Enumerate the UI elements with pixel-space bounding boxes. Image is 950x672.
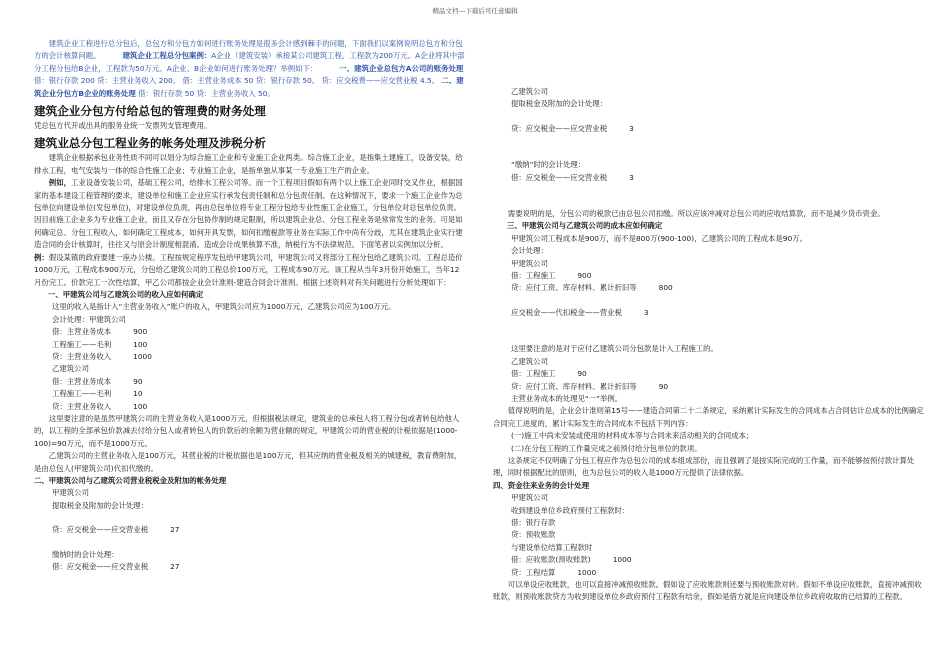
heading-subcontract-tax: 建筑业总分包工程业务的帐务处理及涉税分析 <box>34 136 266 151</box>
entry-account: 借：应交税金——应交营业税 <box>511 172 608 182</box>
receivable-explanation: 可以单设应收账款，也可以直接冲减预收账款。假如设了应收账款则还要与预收账款对转。假如不单设应收账款，直接冲减预收账款，则预收账款贷方为收到建设单位乡政府预付工程款有结余，假如是借方就是应向建设单位乡政府收取的已结算的工程款。 <box>493 580 922 602</box>
cost-text: 甲建筑公司工程成本是900万，而不是800万(900-100)，乙建筑公司的工程成本是90万。 <box>511 233 807 243</box>
entry-amount: 1000 <box>133 351 152 361</box>
entry-amount: 3 <box>629 123 634 133</box>
paragraph-3 <box>34 252 466 289</box>
case-label: 建筑企业工程总分包案例： <box>122 51 212 61</box>
entry-account: 借：主营业务成本 <box>52 327 112 337</box>
entry-line <box>493 282 925 294</box>
paragraph-3-label: 例： <box>34 252 49 262</box>
withholding-explanation: 需要说明的是，分包公司的税款已由总包公司扣缴。所以应该冲减对总包公司的应收结算款，而不是减少货币资金。 <box>507 209 885 219</box>
standard-item-2: (二)在分包工程的工作量完成之前预付给分包单位的款项。 <box>511 443 702 453</box>
income-text: 这里的收入是指计入“主营业务收入”账户的收入，甲建筑公司应为1000万元，乙建筑公司应为100万元。 <box>52 302 396 312</box>
entry-amount: 90 <box>658 381 669 391</box>
right-column <box>493 86 925 604</box>
heading-income: 一、甲建筑公司与乙建筑公司的收入应如何确定 <box>48 289 204 299</box>
entry-line: 缴纳时的会计处理： <box>52 549 119 559</box>
heading-cost: 三、甲建筑公司与乙建筑公司的成本应如何确定 <box>507 221 663 231</box>
entry-account: 贷：主营业务收入 <box>52 401 112 411</box>
entry-line <box>34 376 466 388</box>
entry-line: 甲建筑公司 <box>511 258 548 268</box>
heading-funds: 四、资金往来业务的会计处理 <box>493 480 590 490</box>
case-text: A企业（建筑安装）承接某公司建筑工程，工程款为200万元。A企业将其中部分工程分包给B企业，工程款为50万元。A企业、B企业如何进行账务处理？举例如下： <box>34 51 465 73</box>
section-2-text: 借：银行存款 50 贷：主营业务收入 50。 <box>138 88 275 98</box>
entry-account: 借：工程施工 <box>511 271 556 281</box>
heading-business-tax: 二、甲建筑公司与乙建筑公司营业税税金及附加的帐务处理 <box>34 476 227 485</box>
entry-account: 贷：应交税金——应交营业税 <box>511 123 608 133</box>
paragraph-3-text: 假设某镇的政府要建一座办公楼。工程按规定程序发包给甲建筑公司，甲建筑公司又将部分工程分包给乙建筑公司。工程总造价1000万元，工程成本900万元，分包给乙建筑公司的工程总价100万元，工程成本90万元。该工程从当年3月份开始施工，当年12月份完工。价款完工一次性结算，甲乙公司都按企业会计准则-建造合同会计准则。根据上述资料对有关问题进行分析处理如下： <box>34 252 463 287</box>
entry-amount: 27 <box>170 525 180 535</box>
standard-note: 值得说明的是，企业会计准则第15号——建造合同第二十二条规定，采纳累计实际发生的合同成本占合同估计总成本的比例确定合同完工进度的，累计实际发生的合同成本不包括下列内容： <box>493 406 924 428</box>
entry-line: 甲建筑公司 <box>52 488 89 498</box>
entry-amount: 3 <box>629 172 634 182</box>
entry-account: 贷：工程结算 <box>511 567 556 577</box>
entry-line <box>493 123 925 135</box>
entry-line: 提取税金及附加的会计处理： <box>511 99 608 109</box>
entry-amount: 90 <box>133 376 143 386</box>
standard-item-1: (一)施工中尚未安装或使用的材料成本等与合同未来活动相关的合同成本； <box>511 431 754 441</box>
entry-line <box>493 172 925 184</box>
entry-account: 应交税金——代扣税金——营业税 <box>511 307 622 317</box>
section-2-title: 二、建筑企业分包方B企业的账务处理 <box>34 76 464 98</box>
entry-account: 借：应收账款(预收账款) <box>511 555 591 565</box>
entry-amount: 1000 <box>577 567 597 577</box>
entry-amount: 3 <box>643 307 649 317</box>
entry-line <box>493 307 925 319</box>
entry-line: 乙建筑公司 <box>52 364 89 374</box>
entry-line <box>493 368 925 380</box>
cost-note: 这里要注意的是对于应付乙建筑公司分包款是计入工程施工的。 <box>511 344 718 354</box>
entry-line <box>34 401 466 413</box>
entry-line <box>34 351 466 363</box>
entry-line: “缴纳”时的会计处理： <box>511 160 586 170</box>
paragraph-1: 建筑企业根据承包业务性质不同可以划分为综合施工企业和专业施工企业两类。综合施工企业，是指集土建施工，设备安装，给排水工程，电气安装与一体的综合性施工企业；专业施工企业，是指单独从事某一专业施工生产的企业。 <box>34 153 463 175</box>
entry-amount: 100 <box>133 339 148 349</box>
heading-management-fee: 建筑企业分包方付给总包的管理费的财务处理 <box>34 104 266 119</box>
entry-line <box>493 381 925 393</box>
withholding-note: 乙建筑公司的主营业务收入是100万元，其营业税的计税依据也是100万元，但其应纳的营业税及相关的城建税，教育费附加，是由总包人(甲建筑公司)代扣代缴的。 <box>34 451 462 473</box>
left-column <box>34 38 466 573</box>
entry-line: 提取税金及附加的会计处理： <box>52 500 149 510</box>
entry-line <box>34 524 466 536</box>
entry-amount: 1000 <box>612 555 632 565</box>
entry-account: 工程施工——毛利 <box>52 339 112 349</box>
entry-line <box>34 326 466 338</box>
entry-line: 与建设单位结算工程款时 <box>511 542 593 552</box>
cost-reference: 主营业务成本的处理见“一”举例。 <box>511 393 623 403</box>
entry-line <box>493 270 925 282</box>
intro-text: 建筑企业工程进行总分包后，总包方和分包方如何进行账务处理是很多会计感到棘手的问题，下面我们以案例说明总包方和分包方的会计核算问题。 <box>34 39 463 61</box>
tax-basis-note: 这里要注意的是虽然甲建筑公司的主营业务收入是1000万元，但根据税法规定，建筑业的总承包人将工程分包或者转包给他人的，以工程的全部承包价款减去付给分包人或者转包人的价款后的余额为营业额的规定，甲建筑公司的营业税的计税依据是(1000-100)=90万元，而不是1000万元。 <box>34 413 460 448</box>
entry-line <box>34 339 466 351</box>
entry-account: 工程施工——毛利 <box>52 389 112 399</box>
paragraph-2-label: 例如， <box>48 178 71 188</box>
management-fee-text: 凭总包方代开或出具的服务业统一发票列支管理费用。 <box>34 121 212 131</box>
entry-amount: 900 <box>577 271 592 281</box>
entry-line <box>493 567 925 579</box>
paragraph-2 <box>34 177 466 251</box>
entry-amount: 10 <box>133 389 143 399</box>
entry-line: 会计处理：甲建筑公司 <box>52 314 126 324</box>
entry-account: 借：应交税金——应交营业税 <box>52 562 149 572</box>
entry-amount: 90 <box>577 369 587 379</box>
entry-line: 贷：预收账款 <box>511 530 556 540</box>
page-header: 精品文档---下载后可任意编辑 <box>432 7 518 15</box>
entry-line <box>34 388 466 400</box>
entry-line: 乙建筑公司 <box>511 356 548 366</box>
entry-amount: 900 <box>133 327 148 337</box>
entry-account: 贷：应付工资、库存材料、累计折旧等 <box>511 283 637 293</box>
section-1-text: 借：银行存款 200 贷：主营业务收入 200。 借：主营业务成本 50 贷：银行存款 50。 贷：应交税费——应交营业税 4.5。 <box>34 76 440 86</box>
entry-line: 会计处理： <box>511 246 548 256</box>
entry-line: 收到建设单位乡政府预付工程款时： <box>511 505 630 515</box>
intro-paragraph <box>34 38 466 100</box>
entry-amount: 100 <box>133 401 148 411</box>
entry-account: 贷：应付工资、库存材料、累计折旧等 <box>511 381 637 391</box>
entry-account: 借：主营业务成本 <box>52 376 112 386</box>
entry-account: 贷：主营业务收入 <box>52 351 112 361</box>
entry-line: 乙建筑公司 <box>511 87 548 96</box>
entry-amount: 27 <box>170 562 180 572</box>
entry-account: 借：工程施工 <box>511 369 556 379</box>
entry-line: 甲建筑公司 <box>511 493 548 503</box>
entry-account: 贷：应交税金——应交营业税 <box>52 525 149 535</box>
section-1-title: 一、建筑企业总包方A公司的账务处理 <box>339 63 464 73</box>
standard-explanation: 这条规定不仅明确了分包工程应作为总包公司的成本组成部份，而且强调了是按实际完成的工作量，而不能够按预付款计算处理，同时根据配比的原则，也为总包公司的收入是1000万元提供了法律依据。 <box>493 455 915 478</box>
paragraph-2-text: 工业设备安装公司，基础工程公司，给排水工程公司等。而一个工程项目假如有两个以上施工企业同时交叉作业，根据国家的基本建设工程管理的要求，建设单位和施工企业应实行承发包责任制和总分包责任制。在这种情况下，要求一个施工企业作为总包单位向建设单位(发包单位)，对建设单位负责，再由总包单位将专业工程分包给专业性施工企业施工，分包单位对总包单位负责。因目前施工企业多为专业施工企业，而且又存在分包协作制的规定限制，所以建筑企业总、分包工程业务是常常发生的业务。可是如何确定总、分包工程收入，如何确定工程成本，如何开具发票，如何扣缴税款等业务在实际工作中尚有分歧，尤其在建筑企业实行建造合同的会计核算时，往往又与原会计制度相混淆。造成会计成果核算不准，纳税行为不法律规范。下面笔者以实例加以分析。 <box>34 178 463 250</box>
entry-line <box>493 554 925 566</box>
entry-line <box>34 561 466 573</box>
entry-amount: 800 <box>658 283 673 293</box>
entry-line: 借：银行存款 <box>511 517 556 527</box>
